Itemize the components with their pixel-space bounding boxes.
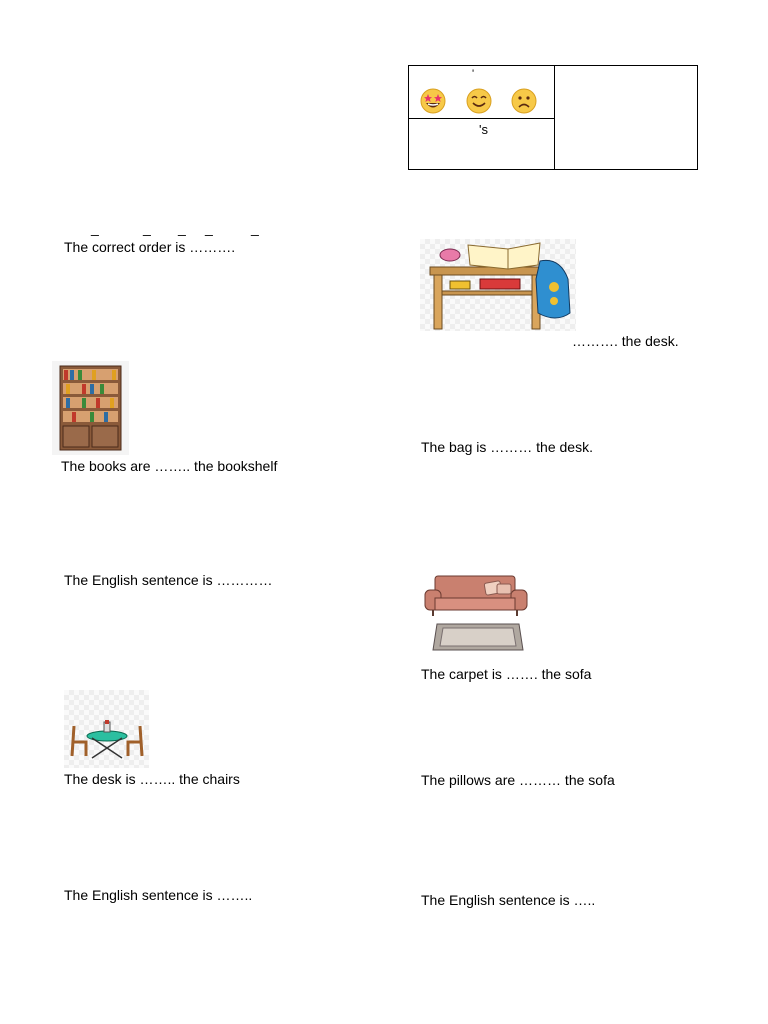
dash: _ [205,220,213,236]
dash: _ [143,220,151,236]
pillows-sentence: The pillows are ……… the sofa [421,772,615,788]
dash: _ [251,220,259,236]
desk-chairs-sentence: The desk is …….. the chairs [64,771,240,787]
carpet-sentence: The carpet is ……. the sofa [421,666,592,682]
rating-box [408,65,698,170]
bag-sentence: The bag is ……… the desk. [421,439,593,455]
desk-sentence: ………. the desk. [572,333,679,349]
smiling-emoji-icon [466,88,492,114]
english-sentence-2: The English sentence is …….. [64,887,253,903]
box-divider-vertical [554,66,555,169]
english-sentence-1: The English sentence is ………… [64,572,273,588]
desk-with-books-image [420,239,576,331]
sofa-and-carpet-image [421,566,533,656]
name-label: 's [479,122,488,137]
correct-order-text: The correct order is ………. [64,239,236,255]
bookshelf-sentence: The books are …….. the bookshelf [61,458,278,474]
bookshelf-image [52,361,129,455]
order-dashes [0,220,300,234]
dash: _ [91,220,99,236]
box-divider-horizontal [409,118,554,119]
star-struck-emoji-icon [420,88,446,114]
table-and-chairs-image [64,690,149,768]
english-sentence-3: The English sentence is ….. [421,892,596,908]
dash: _ [178,220,186,236]
frowning-emoji-icon [511,88,537,114]
rating-top-mark: ' [472,68,475,80]
